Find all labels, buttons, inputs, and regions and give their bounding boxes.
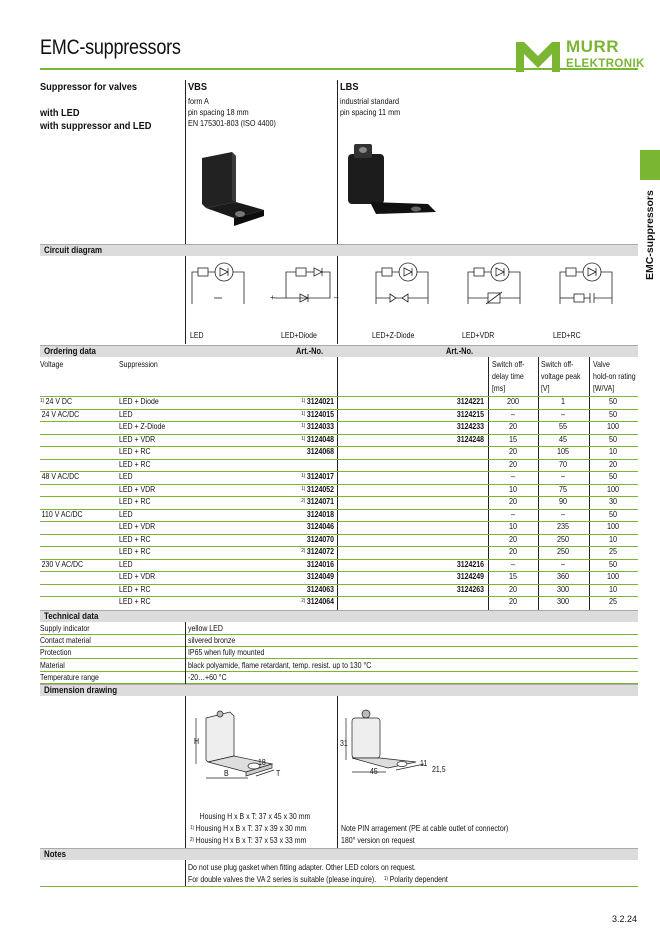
- lbs-note: Note PIN arragement (PE at cable outlet of connector): [341, 823, 509, 833]
- row-delay: 20: [508, 596, 518, 606]
- row-peak: 90: [558, 496, 568, 506]
- lbs-line: pin spacing 11 mm: [340, 107, 401, 117]
- row-art-lbs: 3124215: [456, 408, 484, 419]
- variant-suppressor: with suppressor and LED: [40, 120, 152, 132]
- row-voltage: [40, 446, 42, 457]
- row-peak: 300: [556, 583, 570, 594]
- tech-value: silvered bronze: [188, 635, 236, 646]
- col-voltage: Voltage: [40, 359, 64, 369]
- section-ordering: Ordering data: [40, 345, 638, 357]
- col-rating: [W/VA]: [593, 383, 615, 393]
- row-suppression: LED + RC: [119, 596, 151, 606]
- row-suppression: LED + Diode: [119, 396, 159, 406]
- row-voltage: [40, 521, 42, 532]
- row-peak: –: [560, 471, 566, 481]
- section-notes: Notes: [40, 848, 638, 860]
- divider: [185, 622, 186, 684]
- row-art-vbs: $^{1)}$ 3124017: [301, 471, 334, 481]
- row-voltage: [40, 571, 42, 582]
- row-rating: 30: [608, 496, 618, 506]
- row-peak: 300: [556, 596, 570, 606]
- art-no-lbs-header: Art.-No.: [446, 346, 474, 356]
- housing-line: $^{1)}$ Housing H x B x T: 37 x 39 x 30 mm: [190, 823, 307, 833]
- row-suppression: LED + VDR: [119, 483, 156, 494]
- row-peak: –: [560, 408, 566, 419]
- row-art-lbs: 3124233: [456, 421, 484, 431]
- lbs-product-photo: [340, 140, 440, 230]
- vbs-product-photo: [198, 150, 268, 230]
- row-suppression: LED: [119, 408, 133, 419]
- row-peak: 360: [556, 571, 570, 581]
- vbs-line: form A: [188, 96, 209, 106]
- row-suppression: LED: [119, 471, 133, 481]
- col-rating: hold-on rating: [593, 371, 636, 381]
- tech-row-rule: [40, 634, 638, 635]
- murr-logo-mark-icon: [514, 38, 562, 74]
- vbs-dimension-drawing: [186, 704, 336, 784]
- housing-line: $^{2)}$ Housing H x B x T: 37 x 53 x 33 mm: [190, 835, 307, 845]
- row-peak: 250: [556, 533, 570, 544]
- col-peak: voltage peak: [541, 371, 581, 381]
- circuit-label: LED+VDR: [462, 330, 495, 340]
- row-delay: 20: [508, 458, 518, 469]
- circuit-led-rc-icon: [560, 263, 612, 304]
- page-title: EMC-suppressors: [40, 36, 181, 59]
- circuit-led-vdr-icon: [468, 263, 520, 304]
- row-delay: 20: [508, 446, 518, 456]
- circuit-led-zdiode-icon: [376, 263, 428, 304]
- row-peak: 235: [556, 521, 570, 531]
- vbs-name: VBS: [188, 81, 208, 93]
- row-art-lbs: 3124263: [456, 583, 484, 594]
- vbs-dim-b: B: [224, 768, 229, 778]
- circuit-label: LED+Diode: [281, 330, 317, 340]
- lbs-name: LBS: [340, 81, 359, 93]
- circuit-led-diode-icon: [270, 268, 339, 302]
- svg-text:–: –: [334, 293, 339, 302]
- row-peak: 250: [556, 546, 570, 556]
- row-peak: 105: [556, 446, 570, 456]
- tech-label: Material: [40, 659, 65, 670]
- row-peak: 45: [558, 433, 568, 444]
- divider: [337, 80, 338, 244]
- row-art-vbs: $^{1)}$ 3124015: [301, 408, 334, 419]
- divider: [185, 80, 186, 244]
- tech-value: black polyamide, flame retardant, temp. resist. up to 130 °C: [188, 659, 372, 670]
- page-number: 3.2.24: [612, 914, 638, 924]
- row-rating: 100: [606, 483, 620, 494]
- row-delay: 20: [508, 546, 518, 556]
- row-delay: 20: [508, 583, 518, 594]
- circuit-label: LED+RC: [553, 330, 581, 340]
- row-suppression: LED + Z-Diode: [119, 421, 166, 431]
- row-delay: 10: [508, 521, 518, 531]
- row-voltage: [40, 596, 42, 607]
- row-delay: 20: [508, 496, 518, 506]
- divider: [185, 860, 186, 886]
- row-voltage: $^{1)}$ 24 V DC: [40, 396, 72, 406]
- lbs-dim-b: 45: [370, 766, 378, 776]
- tech-label: Supply indicator: [40, 623, 90, 633]
- row-rating: 25: [608, 596, 618, 606]
- row-suppression: LED + RC: [119, 496, 151, 506]
- row-rating: 10: [608, 533, 618, 544]
- row-suppression: LED + RC: [119, 458, 151, 469]
- logo-line2: ELEKTRONIK: [566, 58, 645, 70]
- row-rating: 25: [608, 546, 618, 556]
- row-delay: 15: [508, 571, 518, 581]
- bottom-rule: [40, 886, 638, 887]
- row-art-vbs: $^{1)}$ 3124052: [301, 483, 334, 494]
- row-delay: –: [510, 558, 516, 569]
- housing-line: Housing H x B x T: 37 x 45 x 30 mm: [199, 811, 311, 821]
- row-voltage: [40, 546, 42, 557]
- row-rating: 50: [608, 508, 618, 519]
- row-suppression: LED + VDR: [119, 521, 156, 531]
- row-delay: –: [510, 508, 516, 519]
- row-voltage: [40, 496, 42, 507]
- row-voltage: [40, 534, 42, 545]
- row-voltage: 230 V AC/DC: [41, 558, 84, 569]
- row-art-vbs: 3124049: [306, 571, 334, 581]
- vbs-line: pin spacing 18 mm: [188, 107, 249, 117]
- row-art-vbs: 3124046: [306, 521, 334, 531]
- row-art-vbs: 3124068: [306, 446, 334, 456]
- art-no-vbs-header: Art.-No.: [296, 346, 324, 356]
- row-rating: 50: [608, 408, 618, 419]
- logo-line1: MURR: [566, 37, 619, 56]
- row-art-lbs: 3124249: [456, 571, 484, 581]
- lbs-dim-11: 11: [420, 758, 428, 768]
- row-art-vbs: 3124016: [306, 558, 334, 569]
- note-line1: Do not use plug gasket when fitting adapter. Other LED colors on request.: [188, 862, 416, 872]
- row-peak: –: [560, 558, 566, 569]
- row-art-lbs: 3124221: [456, 396, 484, 406]
- row-rating: 100: [606, 571, 620, 581]
- row-delay: 15: [508, 433, 518, 444]
- row-rating: 50: [608, 471, 618, 481]
- row-peak: –: [560, 508, 566, 519]
- note-footnote: $^{1)}$ Polarity dependent: [384, 874, 448, 884]
- row-rating: 50: [608, 433, 618, 444]
- row-delay: 20: [508, 533, 518, 544]
- circuit-label: LED: [190, 330, 204, 340]
- col-suppression: Suppression: [119, 359, 158, 369]
- row-art-vbs: 3124070: [306, 533, 334, 544]
- vbs-dim-t: T: [276, 768, 281, 778]
- row-suppression: LED + VDR: [119, 433, 156, 444]
- lbs-note: 180° version on request: [341, 835, 415, 845]
- tech-label: Protection: [40, 647, 72, 658]
- col-delay: [ms]: [492, 383, 506, 393]
- row-voltage: 24 V AC/DC: [41, 408, 80, 419]
- row-delay: –: [510, 471, 516, 481]
- section-dimension: Dimension drawing: [40, 684, 638, 696]
- row-peak: 1: [560, 396, 566, 406]
- vbs-dim-h: H: [194, 736, 200, 746]
- row-suppression: LED: [119, 558, 133, 569]
- tech-value: IP65 when fully mounted: [188, 647, 265, 658]
- row-voltage: [40, 484, 42, 495]
- row-peak: 70: [558, 458, 568, 469]
- row-suppression: LED + RC: [119, 446, 151, 456]
- svg-text:+: +: [270, 293, 275, 302]
- row-suppression: LED + RC: [119, 546, 151, 556]
- tech-row-rule: [40, 646, 638, 647]
- circuit-diagrams: [186, 258, 636, 320]
- note-line2: For double valves the VA 2 series is suitable (please inquire).: [188, 874, 377, 884]
- col-peak: [V]: [541, 383, 550, 393]
- row-delay: –: [510, 408, 516, 419]
- lbs-dim-21: 21,5: [432, 764, 446, 774]
- col-delay: delay time: [492, 371, 524, 381]
- lbs-line: industrial standard: [340, 96, 400, 106]
- row-art-vbs: 3124063: [306, 583, 334, 594]
- row-delay: 10: [508, 483, 518, 494]
- row-art-vbs: $^{1)}$ 3124021: [301, 396, 334, 406]
- row-peak: 75: [558, 483, 568, 494]
- row-suppression: LED + VDR: [119, 571, 156, 581]
- row-rating: 100: [606, 421, 620, 431]
- row-art-lbs: 3124248: [456, 433, 484, 444]
- col-delay: Switch off-: [492, 359, 525, 369]
- side-label: EMC-suppressors: [644, 190, 656, 280]
- tech-value: yellow LED: [188, 623, 223, 633]
- row-voltage: [40, 584, 42, 595]
- tech-value: -20…+60 °C: [188, 671, 227, 682]
- row-rating: 100: [606, 521, 620, 531]
- row-delay: 20: [508, 421, 518, 431]
- row-art-lbs: 3124216: [456, 558, 484, 569]
- row-rating: 20: [608, 458, 618, 469]
- row-delay: 200: [506, 396, 520, 406]
- row-art-vbs: $^{2)}$ 3124072: [301, 546, 334, 556]
- row-voltage: [40, 459, 42, 470]
- tech-row-rule: [40, 671, 638, 672]
- row-peak: 55: [558, 421, 568, 431]
- row-voltage: [40, 434, 42, 445]
- row-rating: 10: [608, 446, 618, 456]
- section-technical: Technical data: [40, 610, 638, 622]
- row-suppression: LED: [119, 508, 133, 519]
- vbs-line: EN 175301-803 (ISO 4400): [188, 118, 276, 128]
- row-rating: 10: [608, 583, 618, 594]
- row-art-vbs: 3124018: [306, 508, 334, 519]
- row-suppression: LED + RC: [119, 533, 151, 544]
- row-art-vbs: $^{2)}$ 3124071: [301, 496, 334, 506]
- row-art-vbs: $^{2)}$ 3124064: [301, 596, 334, 606]
- row-voltage: [40, 421, 42, 432]
- vbs-dim-18: 18: [258, 757, 266, 767]
- variant-led: with LED: [40, 107, 80, 119]
- col-rating: Valve: [593, 359, 610, 369]
- row-suppression: LED + RC: [119, 583, 151, 594]
- side-tab: [640, 150, 660, 180]
- row-art-vbs: $^{1)}$ 3124033: [301, 421, 334, 431]
- tech-label: Temperature range: [40, 671, 99, 682]
- section-circuit: Circuit diagram: [40, 244, 638, 256]
- row-voltage: 110 V AC/DC: [41, 508, 83, 519]
- tech-label: Contact material: [40, 635, 91, 646]
- product-title: Suppressor for valves: [40, 81, 138, 93]
- row-voltage: 48 V AC/DC: [41, 471, 80, 481]
- col-peak: Switch off-: [541, 359, 574, 369]
- circuit-label: LED+Z-Diode: [372, 330, 415, 340]
- row-art-vbs: [275, 459, 334, 470]
- row-rating: 50: [608, 396, 618, 406]
- row-rating: 50: [608, 558, 618, 569]
- row-art-vbs: $^{1)}$ 3124048: [301, 433, 334, 444]
- circuit-led-icon: [192, 263, 244, 304]
- lbs-dim-h: 31: [340, 738, 348, 748]
